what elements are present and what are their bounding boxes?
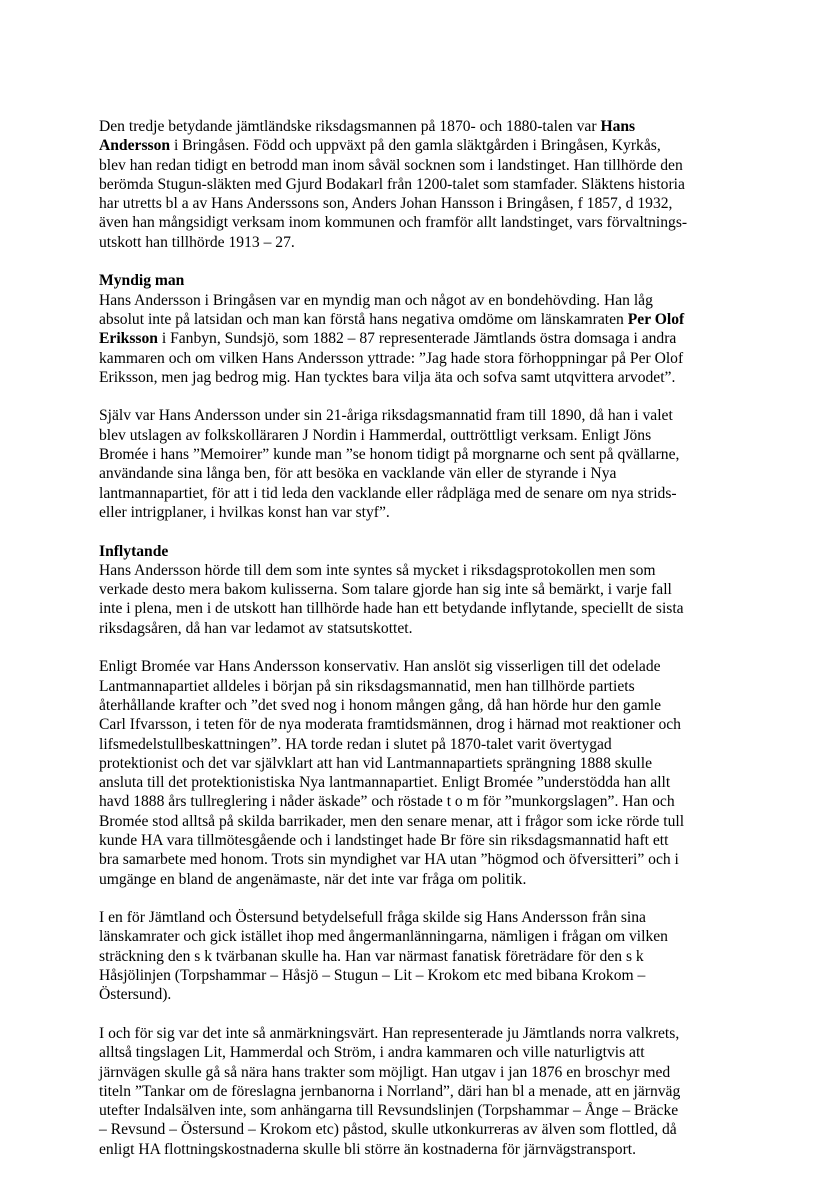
text-line [99, 1120, 739, 1139]
paragraph-jarnvagen [99, 1024, 739, 1159]
text-run: kunde HA vara tillmötesgående och i landstinget hade Br före sin riksdagsmannatid haft ett [99, 831, 669, 849]
text-line [99, 773, 739, 792]
text-run: Hans Andersson i Bringåsen var en myndig man och något av en bondehövding. Han låg [99, 291, 653, 309]
text-line [99, 966, 739, 985]
text-line [99, 792, 739, 811]
text-line [99, 927, 739, 946]
text-run: I och för sig var det inte så anmärkningsvärt. Han representerade ju Jämtlands norra valkrets, [99, 1024, 680, 1042]
text-run: eller intrigplaner, i hvilkas konst han var styf”. [99, 503, 390, 521]
text-run: Själv var Hans Andersson under sin 21-åriga riksdagsmannatid fram till 1890, då han i valet [99, 407, 673, 425]
text-run: Den tredje betydande jämtländske riksdagsmannen på 1870- och 1880-talen var [99, 118, 601, 135]
paragraph-riksdagsmannatid [99, 406, 739, 522]
text-run: har utretts bl a av Hans Anderssons son, Anders Johan Hansson i Bringåsen, f 1857, d 1932, [99, 195, 673, 213]
paragraph-inflytande [99, 542, 739, 638]
text-line [99, 619, 739, 638]
text-line [99, 368, 739, 387]
text-run: lantmannapartiet, för att i tid leda den vacklande eller rådpläga med de senare om nya strids- [99, 484, 677, 502]
text-line [99, 947, 739, 966]
text-run: blev han redan tidigt en betrodd man inom såväl socknen som i landstinget. Han tillhörde den [99, 156, 683, 174]
paragraph-myndig-man [99, 271, 739, 387]
section-heading: Inflytande [99, 542, 169, 560]
text-run: återhållande krafter och ”det sved nog i honom mången gång, då han hörde hur den gamle [99, 696, 662, 714]
text-run: berömda Stugun-släkten med Gjurd Bodakarl från 1200-talet som stamfader. Släktens historia [99, 175, 685, 193]
text-run: Eriksson, men jag bedrog mig. Han tycktes bara vilja äta och sofva samt utqvittera arvodet”. [99, 368, 676, 386]
text-line [99, 908, 739, 927]
text-line [99, 657, 739, 676]
text-line [99, 1024, 739, 1043]
text-run: utskott han tillhörde 1913 – 27. [99, 233, 295, 251]
text-line [99, 735, 739, 754]
text-run: verkade desto mera bakom kulisserna. Som talare gjorde han sig inte så bemärkt, i varje fall [99, 581, 672, 599]
text-run: sträckning den s k tvärbanan skulle ha. Han var närmast fanatisk företrädare för den s k [99, 947, 644, 965]
text-run: utefter Indalsälven inte, som anhängarna till Revsundslinjen (Torpshammar – Ånge – Bräcke [99, 1102, 679, 1120]
text-line [99, 1063, 739, 1082]
text-run: inte i plena, men i de utskott han tillhörde hade han ett betydande inflytande, speciellt de sista [99, 600, 684, 618]
text-run: Enligt Bromée var Hans Andersson konservativ. Han anslöt sig visserligen till det odelade [99, 658, 661, 676]
text-line [99, 561, 739, 580]
text-line [99, 599, 739, 618]
text-run: alltså tingslagen Lit, Hammerdal och Ström, i andra kammaren och ville naturligtvis att [99, 1044, 645, 1062]
text-run: kammaren och om vilken Hans Andersson yttrade: ”Jag hade stora förhoppningar på Per Olof [99, 349, 684, 367]
text-run: även han mångsidigt verksam inom kommunen och framför allt landstinget, vars förvaltnings- [99, 214, 688, 232]
text-run: – Revsund – Östersund – Krokom etc) påstod, skulle utkonkurreras av älven som flottled, då [99, 1121, 677, 1139]
text-line [99, 580, 739, 599]
text-line [99, 445, 739, 464]
text-line [99, 812, 739, 831]
text-run: enligt HA flottningskostnaderna skulle bli större än kostnaderna för järnvägstransport. [99, 1140, 636, 1158]
text-run: Bromée i hans ”Memoirer” kunde man ”se honom tidigt på morgnarne och sent på qvällarne, [99, 446, 680, 464]
text-run: titeln ”Tankar om de föreslagna jernbanorna i Norrland”, däri han bl a menade, att en järnväg [99, 1082, 681, 1100]
document-body [99, 117, 739, 1178]
text-run: lifsmedelstullbeskattningen”. HA torde redan i slutet på 1870-talet varit övertygad [99, 735, 612, 753]
text-line [99, 1101, 739, 1120]
text-run: blev utslagen av folkskolläraren J Nordin i Hammerdal, outtröttligt verksam. Enligt Jöns [99, 426, 652, 444]
text-line [99, 696, 739, 715]
bold-name: Andersson [99, 137, 171, 155]
text-line [99, 117, 739, 136]
text-line [99, 233, 739, 252]
text-run: Bromée stod alltså på skilda barrikader, men den senare menar, att i frågor som icke rörde tull [99, 812, 685, 830]
text-line [99, 1043, 739, 1062]
text-line [99, 213, 739, 232]
text-line [99, 503, 739, 522]
text-line [99, 175, 739, 194]
text-line [99, 870, 739, 889]
text-run: i Fanbyn, Sundsjö, som 1882 – 87 representerade Jämtlands östra domsaga i andra [157, 330, 677, 348]
text-line [99, 426, 739, 445]
section-heading: Myndig man [99, 272, 185, 290]
text-line [99, 677, 739, 696]
text-run: riksdagsåren, då han var ledamot av statsutskottet. [99, 619, 413, 637]
text-line [99, 715, 739, 734]
text-line [99, 310, 739, 329]
text-line [99, 291, 739, 310]
text-line [99, 194, 739, 213]
text-run: protektionist och det var självklart att han vid Lantmannapartiets sprängning 1888 skulle [99, 754, 653, 772]
text-line [99, 831, 739, 850]
text-line [99, 329, 739, 348]
text-run: I en för Jämtland och Östersund betydelsefull fråga skilde sig Hans Andersson från sina [99, 909, 646, 927]
text-line [99, 985, 739, 1004]
text-line [99, 156, 739, 175]
paragraph-tvarbanan [99, 908, 739, 1004]
text-run: användande sina långa ben, för att besöka en vacklande vän eller de styrande i Nya [99, 465, 617, 483]
text-line [99, 464, 739, 483]
text-line [99, 406, 739, 425]
text-run: Hans Andersson hörde till dem som inte syntes så mycket i riksdagsprotokollen men som [99, 561, 656, 579]
text-run: bra samarbete med honom. Trots sin myndighet var HA utan ”högmod och öfversitteri” och i [99, 851, 679, 869]
text-run: Östersund). [99, 986, 172, 1004]
text-run: ansluta till det protektionistiska Nya lantmannapartiet. Enligt Bromée ”understödda han allt [99, 774, 671, 792]
text-line [99, 1082, 739, 1101]
text-run: umgänge en bland de angenämaste, när det inte var fråga om politik. [99, 870, 527, 888]
text-run: absolut inte på latsidan och man kan förstå hans negativa omdöme om länskamraten [99, 310, 628, 328]
text-run: Håsjölinjen (Torpshammar – Håsjö – Stugun – Lit – Krokom etc med bibana Krokom – [99, 967, 646, 985]
text-run: järnvägen skulle gå så nära hans trakter som möjligt. Han utgav i jan 1876 en broschyr med [99, 1063, 671, 1081]
text-line [99, 484, 739, 503]
bold-name: Per Olof [627, 310, 685, 328]
text-run: havd 1888 års tullreglering i nåder äskade” och röstade t o m för ”munkorgslagen”. Han och [99, 793, 675, 811]
bold-name: Hans [600, 118, 636, 135]
paragraph-intro [99, 117, 739, 252]
text-line [99, 1140, 739, 1159]
text-line [99, 349, 739, 368]
paragraph-konservativ [99, 657, 739, 889]
text-run: i Bringåsen. Född och uppväxt på den gamla släktgården i Bringåsen, Kyrkås, [170, 137, 661, 155]
text-line [99, 136, 739, 155]
text-run: Lantmannapartiet alldeles i början på sin riksdagsmannatid, men han tillhörde partiets [99, 677, 635, 695]
text-line [99, 754, 739, 773]
text-run: Carl Ifvarsson, i teten för de nya moderata framtidsmännen, drog i härnad mot reaktioner och [99, 716, 681, 734]
bold-name: Eriksson [99, 330, 158, 348]
text-run: länskamrater och gick istället ihop med ångermanlänningarna, nämligen i frågan om vilken [99, 928, 668, 946]
text-line [99, 850, 739, 869]
